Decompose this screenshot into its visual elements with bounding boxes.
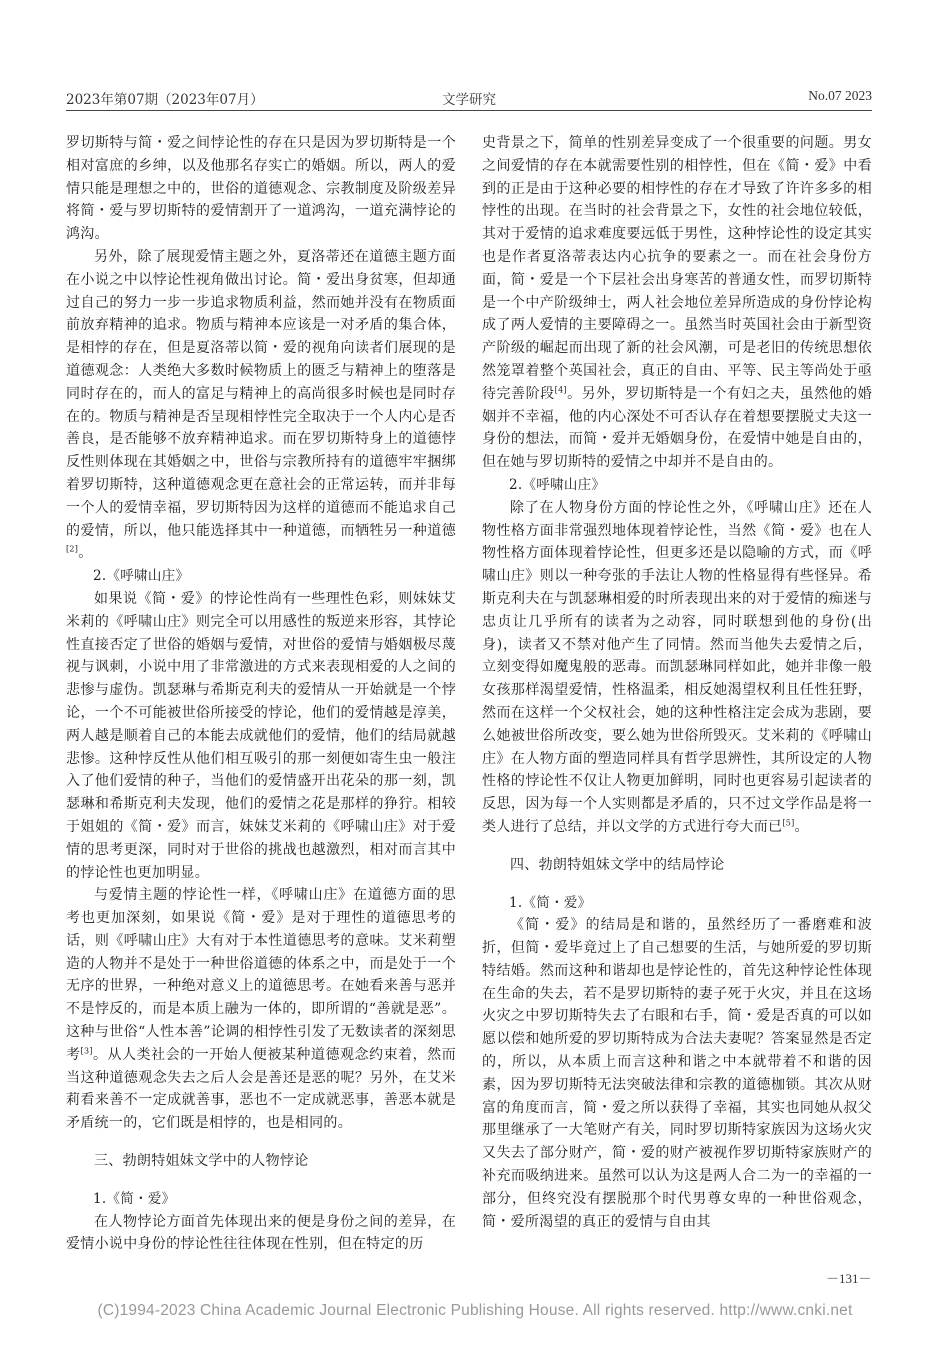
paragraph: 如果说《简・爱》的悖论性尚有一些理性色彩，则妹妹艾米莉的《呼啸山庄》则完全可以用感性的叛逆来形容，其悖论性直接否定了世俗的婚姻与爱情，对世俗的爱情与婚姻极尽蔑视与讽刺，小说中用了非常激进的方式来表现相爱的人之间的悲惨与虚伪。凯瑟琳与希斯克利夫的爱情从一开始就是一个悖论，一个不可能被世俗所接受的悖论，他们的爱情越是淳美，两人越是顺着自己的本能去成就他们的爱情，他们的结局就越悲惨。这种悖反性从他们相互吸引的那一刻便如寄生虫一般注入了他们爱情的种子，当他们的爱情盛开出花朵的那一刻，凯瑟琳和希斯克利夫发现，他们的爱情之花是那样的狰狞。相较于姐姐的《简・爱》而言，妹妹艾米莉的《呼啸山庄》对于爱情的思考更深，同时对于世俗的挑战也越激烈，相对而言其中的悖论性也更加明显。 (66, 590, 456, 881)
copyright-footer: (C)1994-2023 China Academic Journal Electronic Publishing House. All rights reserved. http://www.cnki.net (97, 1302, 853, 1319)
citation-ref[interactable]: [3] (80, 1046, 93, 1056)
citation-ref[interactable]: [5] (782, 818, 795, 828)
page-header (66, 84, 872, 111)
right-column (482, 132, 872, 1233)
paragraph: 另外，除了展现爱情主题之外，夏洛蒂还在道德主题方面在小说之中以悖论性视角做出讨论。简・爱出身贫寒，但却通过自己的努力一步一步追求物质利益，然而她并没有在物质面前放弃精神的追求。物质与精神本应该是一对矛盾的集合体，是相悖的存在，但是夏洛蒂以简・爱的视角向读者们展现的是道德观念：人类绝大多数时候物质上的匮乏与精神上的堕落是同时存在的，而人的富足与精神上的高尚很多时候也是同时存在的。物质与精神是否呈现相悖性完全取决于一个人内心是否善良，是否能够不放弃精神追求。而在罗切斯特身上的道德悖反性则体现在其婚姻之中，世俗与宗教所持有的道德牢牢捆绑着罗切斯特，这种道德观念更在意社会的正常运转，而并非每一个人的爱情幸福，罗切斯特因为这样的道德而不能追求自己的爱情，所以，他只能选择其中一种道德，而牺牲另一种道德[2]。 (66, 248, 456, 562)
subsection-heading: 1.《简・爱》 (509, 894, 592, 911)
paragraph: 在人物悖论方面首先体现出来的便是身份之间的差异，在爱情小说中身份的悖论性往往体现在性别，但在特定的历 (66, 1213, 456, 1253)
issue-number: No.07 2023 (808, 88, 872, 103)
paragraph: 与爱情主题的悖论性一样，《呼啸山庄》在道德方面的思考也更加深刻，如果说《简・爱》是对于理性的道德思考的话，则《呼啸山庄》大有对于本性道德思考的意味。艾米莉塑造的人物并不是处于一种世俗道德的体系之中，而是处于一个无序的世界，一种绝对意义上的道德思考。在她看来善与恶并不是悖反的，而是本质上融为一体的，即所谓的“善就是恶”。这种与世俗“人性本善”论调的相悖性引发了无数读者的深刻思考[3]。从人类社会的一开始人便被某种道德观念约束着，然而当这种道德观念失去之后人会是善还是恶的呢？另外，在艾米莉看来善不一定成就善事，恶也不一定成就恶事，善恶本就是矛盾统一的，它们既是相悖的，也是相同的。 (66, 887, 456, 1132)
journal-issue: 2023年第07期（2023年07月） (66, 92, 264, 108)
subsection-heading: 2.《呼啸山庄》 (509, 476, 606, 493)
paragraph: 《简・爱》的结局是和谐的，虽然经历了一番磨难和波折，但简・爱毕竟过上了自己想要的生活，与她所爱的罗切斯特结婚。然而这种和谐却也是悖论性的，首先这种悖论性体现在生命的失去，若不是罗切斯特的妻子死于火灾，并且在这场火灾之中罗切斯特失去了右眼和右手，简・爱是否真的可以如愿以偿和她所爱的罗切斯特成为合法夫妻呢？答案显然是否定的，所以，从本质上而言这种和谐之中本就带着不和谐的因素，因为罗切斯特无法突破法律和宗教的道德枷锁。其次从财富的角度而言，简・爱之所以获得了幸福，其实也同她从叔父那里继承了一大笔财产有关，同时罗切斯特家族因为这场火灾又失去了部分财产，简・爱的财产被视作罗切斯特家族财产的补充而吸纳进来。虽然可以认为这是两人合二为一的幸福的一部分，但终究没有摆脱那个时代男尊女卑的一种世俗观念，简・爱所渴望的真正的爱情与自由其 (482, 917, 872, 1230)
page-number: －131－ (826, 1271, 872, 1286)
section-heading: 三、勃朗特姐妹文学中的人物悖论 (94, 1153, 309, 1170)
citation-ref[interactable]: [2] (66, 544, 79, 554)
journal-section: 文学研究 (442, 92, 496, 108)
paragraph: 罗切斯特与简・爱之间悖论性的存在只是因为罗切斯特是一个相对富庶的乡绅，以及他那名存实亡的婚姻。所以，两人的爱情只能是理想之中的，世俗的道德观念、宗教制度及阶级差异将简・爱与罗切斯特的爱情割开了一道鸿沟，一道充满悖论的鸿沟。 (66, 135, 456, 243)
citation-ref[interactable]: [4] (554, 385, 567, 395)
section-heading: 四、勃朗特姐妹文学中的结局悖论 (510, 856, 725, 873)
paragraph: 史背景之下，简单的性别差异变成了一个很重要的问题。男女之间爱情的存在本就需要性别的相悖性，但在《简・爱》中看到的正是由于这种必要的相悖性的存在才导致了许许多多的相悖性的出现。在当时的社会背景之下，女性的社会地位较低，其对于爱情的追求难度要远低于男性，这种悖论性的设定其实也是作者夏洛蒂表达内心抗争的要素之一。而在社会身份方面，简・爱是一个下层社会出身寒苦的普通女性，而罗切斯特是一个中产阶级绅士，两人社会地位差异所造成的身份悖论构成了两人爱情的主要障碍之一。虽然当时英国社会由于新型资产阶级的崛起而出现了新的社会风潮，可是老旧的传统思想依然笼罩着整个英国社会，真正的自由、平等、民主等尚处于亟待完善阶段[4]。另外，罗切斯特是一个有妇之夫，虽然他的婚姻并不幸福，他的内心深处不可否认存在着想要摆脱丈夫这一身份的想法，而简・爱并无婚姻身份，在爱情中她是自由的，但在她与罗切斯特的爱情之中却并不是自由的。 (482, 135, 872, 471)
paragraph: 除了在人物身份方面的悖论性之外，《呼啸山庄》还在人物性格方面非常强烈地体现着悖论性，当然《简・爱》也在人物性格方面体现着悖论性，但更多还是以隐喻的方式，而《呼啸山庄》则以一种夸张的手法让人物的性格显得有些怪异。希斯克利夫在与凯瑟琳相爱的时所表现出来的对于爱情的痴迷与忠贞让几乎所有的读者为之动容，同时联想到他的身份(出身)，读者又不禁对他产生了同情。然而当他失去爱情之后，立刻变得如魔鬼般的恶毒。而凯瑟琳同样如此，她并非像一般女孩那样渴望爱情，性格温柔，相反她渴望权利且任性狂野，然而在这样一个父权社会，她的这种性格注定会成为悲剧，要么她被世俗所改变，要么她为世俗所毁灭。艾米莉的《呼啸山庄》在人物方面的塑造同样具有哲学思辨性，其所设定的人物性格的悖论性不仅让人物更加鲜明，同时也更容易引起读者的反思，因为每一个人实则都是矛盾的，只不过文学作品是将一类人进行了总结，并以文学的方式进行夸大而已[5]。 (482, 499, 872, 835)
left-column (66, 132, 456, 1256)
subsection-heading: 1.《简・爱》 (93, 1190, 176, 1207)
subsection-heading: 2.《呼啸山庄》 (93, 568, 190, 585)
